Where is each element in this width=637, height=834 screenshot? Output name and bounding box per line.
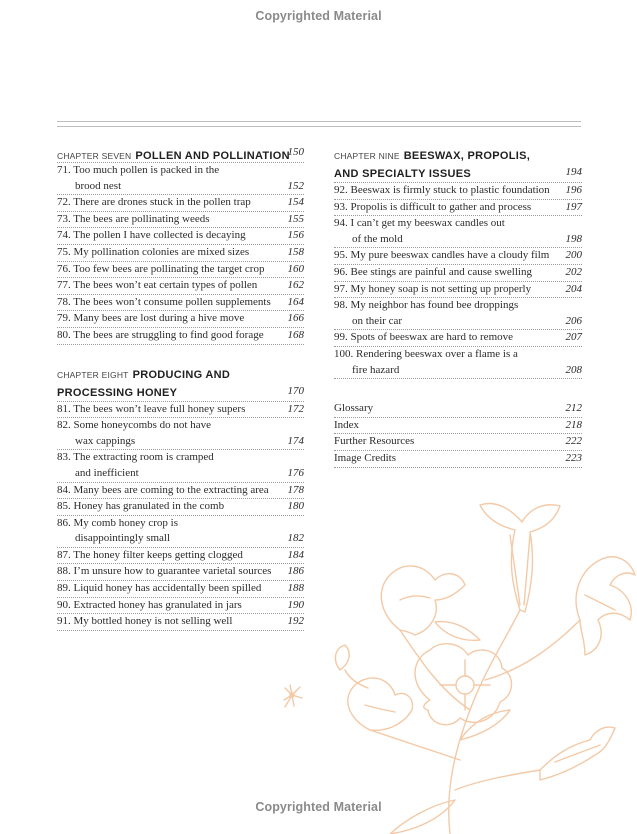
header-rule-secondary <box>57 126 581 127</box>
toc-entry-title: 88. I’m unsure how to guarantee varietal sources <box>57 565 272 578</box>
chapter-number: CHAPTER SEVEN <box>57 151 132 161</box>
toc-entry-title: 93. Propolis is difficult to gather and process <box>334 200 532 213</box>
toc-entry-title: 84. Many bees are coming to the extracting area <box>57 483 269 496</box>
toc-entry-title: 71. Too much pollen is packed in the <box>57 164 220 176</box>
header-rule <box>57 121 581 122</box>
chapter-title-line1: PRODUCING AND <box>132 368 231 381</box>
toc-entry[interactable] <box>57 564 304 581</box>
toc-entry-title-continued: wax cappings <box>75 434 136 447</box>
toc-entry-title: Index <box>334 418 360 431</box>
toc-entry[interactable] <box>57 614 304 631</box>
toc-entry-page: 178 <box>287 483 304 496</box>
toc-entry-title-continued: and inefficient <box>75 466 139 479</box>
toc-entry[interactable] <box>57 516 304 548</box>
watermark-top: Copyrighted Material <box>255 9 382 23</box>
toc-entry-title: Glossary <box>334 402 374 415</box>
toc-entry[interactable] <box>57 262 304 279</box>
toc-entry-title: Further Resources <box>334 435 415 448</box>
toc-entry-page: 204 <box>565 282 582 295</box>
toc-entry-title-continued: of the mold <box>352 232 403 245</box>
toc-entry[interactable] <box>334 401 582 418</box>
toc-entry[interactable] <box>334 451 582 468</box>
chapter-title: POLLEN AND POLLINATION <box>135 150 290 162</box>
toc-entry[interactable] <box>57 483 304 500</box>
chapter-page: 150 <box>287 146 304 159</box>
toc-entry[interactable] <box>334 347 582 379</box>
toc-entry-page: 206 <box>565 314 582 327</box>
toc-entry-page: 223 <box>565 451 582 464</box>
back-matter-entries <box>334 401 582 467</box>
toc-entry-title: 92. Beeswax is firmly stuck to plastic foundation <box>334 184 550 196</box>
toc-entry-page: 218 <box>565 418 582 431</box>
chapter-page: 170 <box>287 384 304 397</box>
toc-entry-title: 75. My pollination colonies are mixed sizes <box>57 245 250 258</box>
chapter-title-line2: AND SPECIALTY ISSUES <box>334 168 472 180</box>
toc-entry-title: 100. Rendering beeswax over a flame is a <box>334 347 518 360</box>
toc-entry-title: 96. Bee stings are painful and cause swelling <box>334 265 532 278</box>
toc-entry-page: 188 <box>287 582 304 595</box>
toc-entry[interactable] <box>57 212 304 229</box>
toc-entry-page: 174 <box>287 434 304 447</box>
toc-entry[interactable] <box>334 434 582 451</box>
toc-entry-title-continued: brood nest <box>75 179 122 192</box>
toc-entry-title: 73. The bees are pollinating weeds <box>57 212 210 225</box>
toc-entry-title: 98. My neighbor has found bee droppings <box>334 299 519 312</box>
toc-entry-page: 190 <box>287 598 304 611</box>
toc-entry[interactable] <box>57 499 304 516</box>
toc-entry-page: 197 <box>565 200 582 213</box>
toc-entry-page: 176 <box>287 466 304 479</box>
toc-entry-page: 166 <box>287 312 304 325</box>
toc-entry-title: 99. Spots of beeswax are hard to remove <box>334 331 514 344</box>
toc-entry[interactable] <box>57 163 304 195</box>
toc-entry-page: 158 <box>287 245 304 258</box>
toc-entry-page: 192 <box>287 615 304 628</box>
toc-entry-title: 90. Extracted honey has granulated in jars <box>57 598 242 611</box>
toc-entry-title-continued: fire hazard <box>352 363 400 376</box>
toc-entry-title: 79. Many bees are lost during a hive move <box>57 312 245 325</box>
chapter-eight-heading[interactable] <box>57 365 304 402</box>
toc-entry[interactable] <box>334 200 582 217</box>
toc-entry[interactable] <box>57 418 304 450</box>
toc-entry[interactable] <box>334 265 582 282</box>
toc-entry-page: 208 <box>565 363 582 376</box>
toc-entry-title: 89. Liquid honey has accidentally been spilled <box>57 582 262 595</box>
toc-entry-page: 164 <box>287 295 304 308</box>
chapter-title-line1: BEESWAX, PROPOLIS, <box>403 150 531 162</box>
toc-entry[interactable] <box>334 216 582 248</box>
toc-entry-title: 76. Too few bees are pollinating the target crop <box>57 262 265 275</box>
toc-entry[interactable] <box>334 330 582 347</box>
toc-entry-page: 156 <box>287 229 304 242</box>
toc-entry[interactable] <box>334 418 582 435</box>
chapter-nine-entries <box>334 183 582 379</box>
watermark-bottom: Copyrighted Material <box>255 800 382 814</box>
toc-entry-page: 168 <box>287 328 304 341</box>
toc-entry-title: 72. There are drones stuck in the pollen trap <box>57 196 251 209</box>
toc-entry[interactable] <box>57 245 304 262</box>
chapter-nine-heading[interactable] <box>334 146 582 183</box>
toc-entry[interactable] <box>57 278 304 295</box>
toc-entry-page: 162 <box>287 279 304 292</box>
toc-entry-title: 86. My comb honey crop is <box>57 516 178 529</box>
toc-entry[interactable] <box>57 581 304 598</box>
toc-entry-title-continued: on their car <box>352 314 403 327</box>
chapter-number: CHAPTER EIGHT <box>57 369 129 380</box>
toc-entry-title: Image Credits <box>334 451 397 464</box>
toc-entry-page: 155 <box>287 212 304 225</box>
toc-entry-title: 83. The extracting room is cramped <box>57 451 214 464</box>
toc-entry[interactable] <box>334 282 582 299</box>
toc-entry-page: 196 <box>565 184 582 196</box>
toc-entry[interactable] <box>334 248 582 265</box>
toc-entry-page: 207 <box>565 331 582 344</box>
toc-entry-page: 180 <box>287 500 304 513</box>
toc-entry[interactable] <box>57 295 304 312</box>
toc-entry[interactable] <box>57 311 304 328</box>
toc-entry-title: 85. Honey has granulated in the comb <box>57 500 225 513</box>
chapter-seven-entries <box>57 163 304 345</box>
toc-entry-page: 154 <box>287 196 304 209</box>
toc-entry-page: 200 <box>565 249 582 262</box>
toc-entry-title: 97. My honey soap is not setting up properly <box>334 282 532 295</box>
flower-illustration <box>280 500 637 834</box>
toc-entry-title: 82. Some honeycombs do not have <box>57 419 211 432</box>
toc-entry-page: 160 <box>287 262 304 275</box>
toc-entry[interactable] <box>334 183 582 200</box>
toc-entry[interactable] <box>57 598 304 615</box>
toc-entry-title: 94. I can’t get my beeswax candles out <box>334 217 505 230</box>
toc-entry-title: 91. My bottled honey is not selling well <box>57 615 233 628</box>
toc-entry-title: 78. The bees won’t consume pollen supplements <box>57 295 271 308</box>
toc-entry-title: 95. My pure beeswax candles have a cloudy film <box>334 249 550 262</box>
toc-entry-title: 81. The bees won’t leave full honey supers <box>57 402 246 415</box>
chapter-page: 194 <box>565 166 582 179</box>
toc-entry-page: 222 <box>565 435 582 448</box>
toc-entry-page: 172 <box>287 402 304 415</box>
chapter-title-line2: PROCESSING HONEY <box>57 386 178 399</box>
toc-entry[interactable] <box>57 548 304 565</box>
toc-entry-page: 182 <box>287 532 304 545</box>
chapter-number: CHAPTER NINE <box>334 151 400 161</box>
chapter-seven-heading[interactable] <box>57 146 304 163</box>
toc-entry-page: 152 <box>287 179 304 192</box>
chapter-eight-entries <box>57 402 304 631</box>
toc-entry-title: 87. The honey filter keeps getting clogged <box>57 548 243 561</box>
toc-entry-page: 198 <box>565 232 582 245</box>
toc-entry-title-continued: disappointingly small <box>75 532 171 545</box>
toc-entry-page: 186 <box>287 565 304 578</box>
toc-entry-title: 74. The pollen I have collected is decaying <box>57 229 246 242</box>
toc-entry-page: 184 <box>287 548 304 561</box>
toc-entry-title: 77. The bees won’t eat certain types of pollen <box>57 279 258 292</box>
toc-entry[interactable] <box>57 195 304 212</box>
toc-entry-page: 202 <box>565 265 582 278</box>
toc-left-column <box>57 146 304 631</box>
toc-entry[interactable] <box>57 328 304 345</box>
toc-entry-page: 212 <box>565 402 582 415</box>
toc-entry[interactable] <box>334 298 582 330</box>
toc-entry[interactable] <box>57 450 304 482</box>
toc-entry[interactable] <box>57 402 304 419</box>
toc-right-column <box>334 146 582 468</box>
toc-entry[interactable] <box>57 228 304 245</box>
toc-entry-title: 80. The bees are struggling to find good forage <box>57 328 264 341</box>
